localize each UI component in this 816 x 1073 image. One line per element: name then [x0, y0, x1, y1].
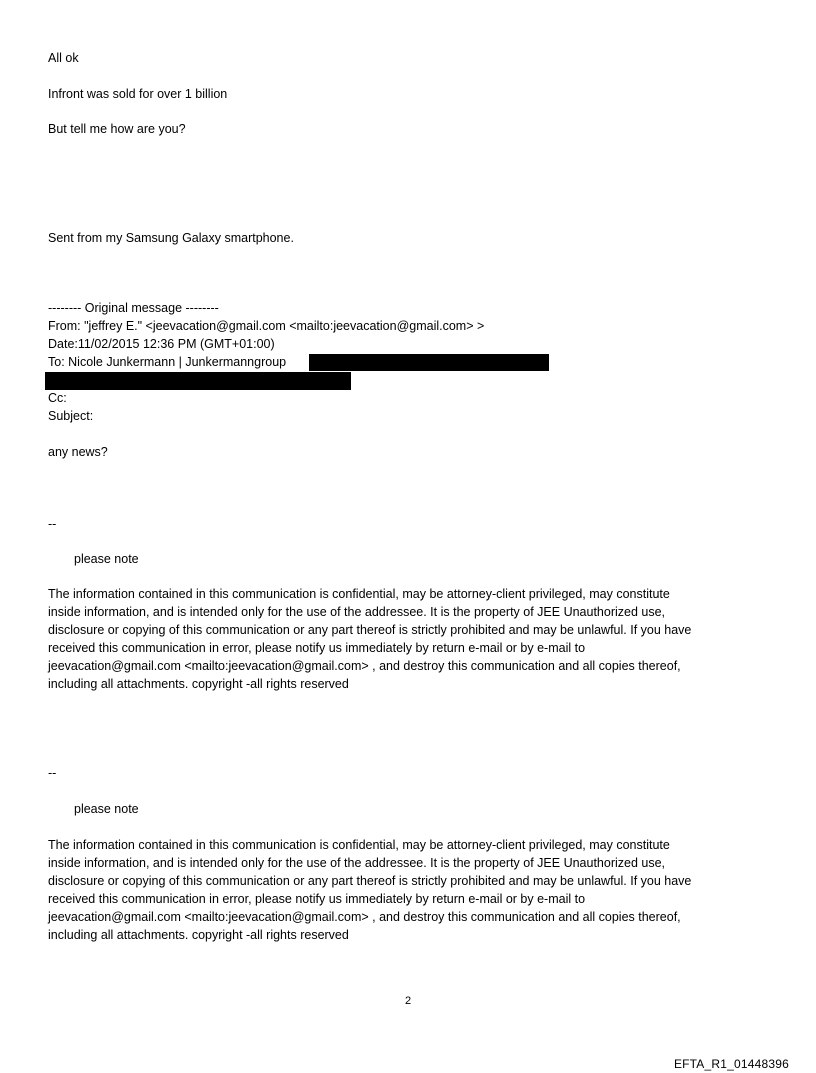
- disclaimer-1-heading: please note: [74, 552, 139, 566]
- disclaimer-2-line: inside information, and is intended only for the use of the addressee. It is the property of JEE Unauthorized use,: [48, 856, 666, 870]
- disclaimer-1-line: received this communication in error, please notify us immediately by return e-mail or by e-mail to: [48, 641, 586, 655]
- disclaimer-2-separator: --: [48, 766, 57, 780]
- reply-line-2: Infront was sold for over 1 billion: [48, 87, 228, 101]
- disclaimer-1-separator: --: [48, 517, 57, 531]
- bates-number: EFTA_R1_01448396: [673, 1057, 789, 1071]
- header-cc: Cc:: [48, 391, 67, 405]
- header-to: To: Nicole Junkermann | Junkermanngroup: [48, 355, 287, 369]
- disclaimer-2-line: including all attachments. copyright -all rights reserved: [48, 928, 349, 942]
- disclaimer-2-heading: please note: [74, 802, 139, 816]
- redaction-bar-to-address: [309, 354, 549, 371]
- disclaimer-2-line: The information contained in this communication is confidential, may be attorney-client privileged, may constitute: [48, 838, 670, 852]
- disclaimer-1-line: The information contained in this communication is confidential, may be attorney-client privileged, may constitute: [48, 587, 670, 601]
- disclaimer-2-line: jeevacation@gmail.com <mailto:jeevacation@gmail.com> , and destroy this communication and all copies thereof,: [48, 910, 681, 924]
- disclaimer-1-line: including all attachments. copyright -all rights reserved: [48, 677, 349, 691]
- reply-line-3: But tell me how are you?: [48, 122, 186, 136]
- disclaimer-2-body: [48, 836, 763, 944]
- disclaimer-1-line: jeevacation@gmail.com <mailto:jeevacation@gmail.com> , and destroy this communication and all copies thereof,: [48, 659, 681, 673]
- reply-line-1: All ok: [48, 51, 79, 65]
- disclaimer-1-body: [48, 585, 763, 693]
- header-subject: Subject:: [48, 409, 94, 423]
- disclaimer-1-line: inside information, and is intended only for the use of the addressee. It is the property of JEE Unauthorized use,: [48, 605, 666, 619]
- original-body: any news?: [48, 445, 108, 459]
- disclaimer-2-line: received this communication in error, please notify us immediately by return e-mail or by e-mail to: [48, 892, 586, 906]
- disclaimer-2-line: disclosure or copying of this communication or any part thereof is strictly prohibited and may be unlawful. If you have: [48, 874, 692, 888]
- header-from: From: "jeffrey E." <jeevacation@gmail.com <mailto:jeevacation@gmail.com> >: [48, 319, 485, 333]
- disclaimer-1-line: disclosure or copying of this communication or any part thereof is strictly prohibited and may be unlawful. If you have: [48, 623, 692, 637]
- original-message-divider: -------- Original message --------: [48, 301, 219, 315]
- redaction-bar-to-continuation: [45, 372, 351, 390]
- mobile-signature: Sent from my Samsung Galaxy smartphone.: [48, 231, 294, 245]
- header-date: Date:11/02/2015 12:36 PM (GMT+01:00): [48, 337, 275, 351]
- page-number: 2: [404, 995, 412, 1007]
